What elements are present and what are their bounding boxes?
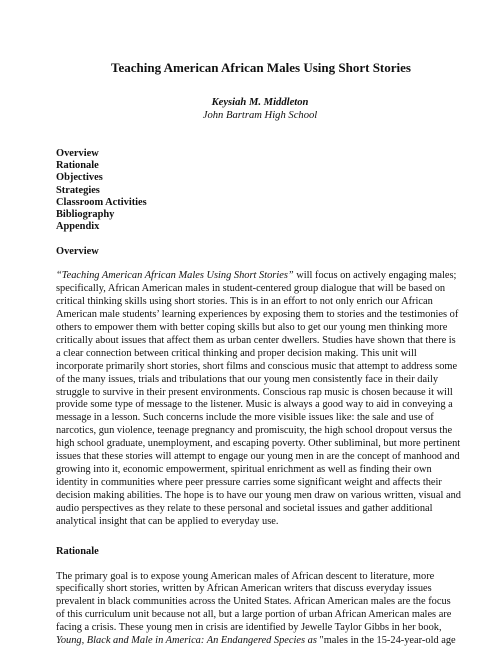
- overview-line: message in a lesson. Such concerns include the more visible issues like: the sale and use of: [56, 412, 434, 424]
- overview-line: issues that these stories will attempt to engage our young men in are the concept of manhood and: [56, 451, 460, 463]
- overview-line: high school graduate, unemployment, and escaping poverty. Other subliminal, but more pertinent: [56, 438, 461, 450]
- overview-line: critically about issues that affect them as urban center dwellers. Studies have shown that there is: [56, 334, 456, 346]
- overview-line-text: will focus on actively engaging males;: [293, 270, 457, 282]
- overview-line: American male students’ learning experiences by exposing them to stories and the testimonies of: [56, 309, 459, 321]
- overview-line: provide some type of message to the listener. Music is always a good way to aid in conveying a: [56, 399, 453, 411]
- rationale-line: [56, 635, 456, 648]
- overview-line: specifically, African American males in student-centered group dialogue that will be based on: [56, 283, 446, 295]
- overview-lead-quote: “Teaching American African Males Using Short Stories”: [56, 270, 294, 282]
- toc-item-classroom-activities: Classroom Activities: [56, 196, 147, 208]
- author-school: John Bartram High School: [202, 110, 318, 121]
- rationale-line-text: "males in the 15-24-year-old age: [316, 635, 456, 647]
- table-of-contents: [56, 148, 456, 233]
- author-block: [56, 96, 456, 122]
- overview-line: audio perspectives as they relate to these personal and societal issues and gather additional: [56, 502, 433, 514]
- overview-line: incorporate primarily short stories, short films and conscious music that attempt to address some: [56, 360, 458, 372]
- rationale-line: prevalent in black communities across the United States. African American males are the focus: [56, 596, 451, 608]
- rationale-line: specifically short stories, written by African American writers that discuss everyday issues: [56, 583, 432, 595]
- document-title: Teaching American African Males Using Short Stories: [111, 60, 411, 75]
- overview-line: others to empower them with better coping skills but also to get our young men thinking more: [56, 322, 448, 334]
- toc-item-overview: Overview: [56, 148, 99, 159]
- rationale-line: of this curriculum unit because not all, but a large portion of urban African American males are: [56, 609, 452, 621]
- overview-line: [56, 270, 456, 283]
- rationale-paragraph: [56, 571, 456, 648]
- overview-line: critical thinking skills using short stories. This is in an effort to not only enrich our African: [56, 296, 433, 308]
- toc-item-bibliography: Bibliography: [56, 209, 115, 221]
- toc-item-strategies: Strategies: [56, 184, 100, 196]
- toc-item-rationale: Rationale: [56, 160, 99, 172]
- overview-line: a clear connection between critical thinking and proper decision making. This unit will: [56, 347, 417, 359]
- overview-line: growing into it, economic empowerment, spiritual enrichment as well as finding their own: [56, 464, 432, 476]
- overview-line: identity in communities where peer pressure carries some significant weight and affects their: [56, 476, 442, 488]
- overview-line: narcotics, gun violence, teenage pregnancy and promiscuity, the high school dropout versus the: [56, 425, 453, 437]
- toc-item-appendix: Appendix: [56, 221, 100, 233]
- overview-paragraph: [56, 270, 461, 528]
- overview-line: analytical insight that can be applied to everyday use.: [56, 515, 279, 527]
- toc-item-objectives: Objectives: [56, 172, 103, 184]
- overview-line: struggle to survive in their present environments. Conscious rap music is chosen because it will: [56, 386, 453, 398]
- rationale-heading: Rationale: [56, 545, 99, 557]
- book-title: Young, Black and Male in America: An Endangered Species as: [56, 635, 317, 647]
- rationale-line: The primary goal is to expose young American males of African descent to literature, more: [56, 570, 435, 582]
- overview-heading: Overview: [56, 246, 99, 258]
- overview-line: decision making abilities. The hope is to have our young men draw on various written, visual and: [56, 489, 461, 501]
- rationale-line: facing a crisis. These young men in crisis are identified by Jewelle Taylor Gibbs in her book,: [56, 622, 442, 634]
- overview-line: of the many issues, trials and tribulations that our young men consistently face in their daily: [56, 373, 439, 385]
- author-name: Keysiah M. Middleton: [211, 97, 309, 108]
